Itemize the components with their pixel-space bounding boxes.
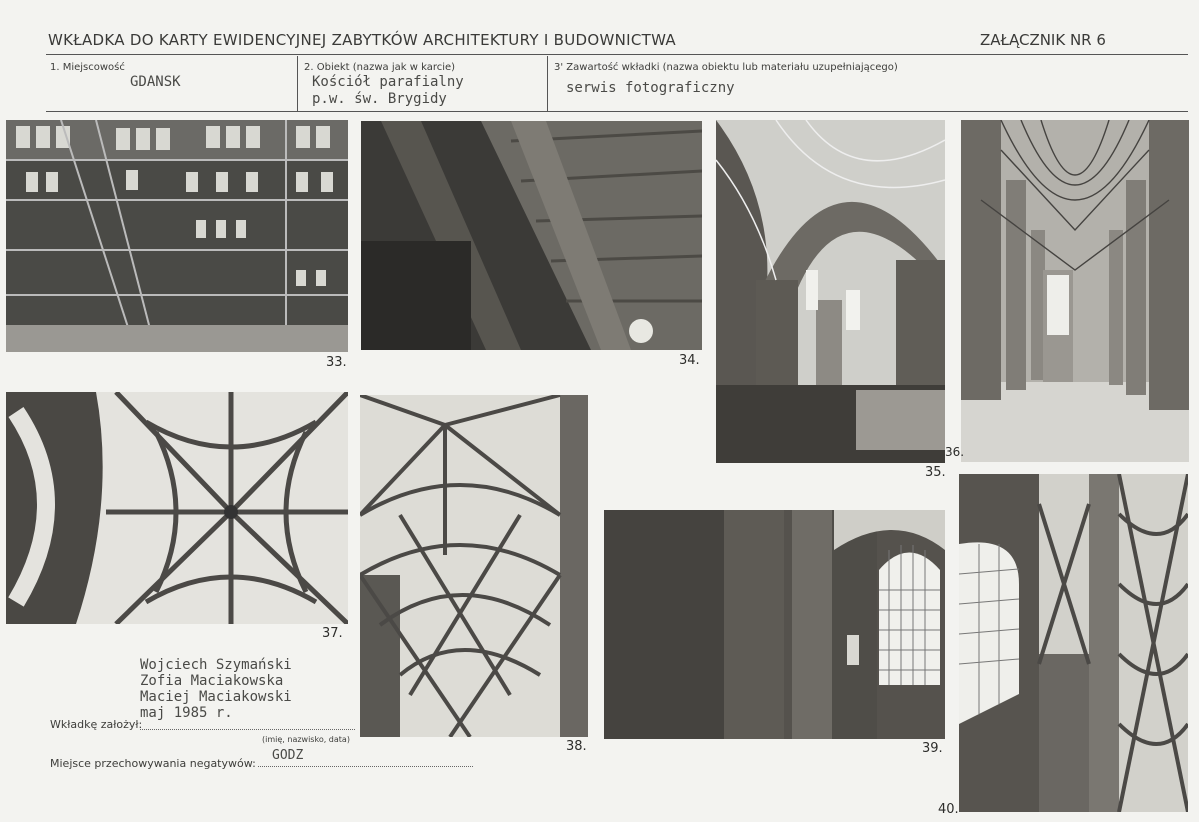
photo-34 [361,121,702,350]
photo-39 [604,510,945,739]
object-label: 2. Obiekt (nazwa jak w karcie) [304,62,456,73]
author-line-1: Wojciech Szymański [140,657,292,673]
founded-label: Wkładkę założył: [50,718,143,731]
founded-line [140,729,355,730]
photo-40 [959,474,1188,812]
contents-value: serwis fotograficzny [566,80,735,96]
photo-number-34: 34. [679,353,700,368]
photo-number-33: 33. [326,355,347,370]
photo-number-35: 35. [925,465,946,480]
field-divider-1 [297,56,298,111]
field-divider-2 [547,56,548,111]
object-value-line2: p.w. św. Brygidy [312,91,447,107]
photo-number-38: 38. [566,739,587,754]
storage-line [258,766,473,767]
author-line-4: maj 1985 r. [140,705,233,721]
photo-33 [6,120,348,352]
contents-label: 3' Zawartość wkładki (nazwa obiektu lub materiału uzupełniającego) [554,62,898,73]
annex-number: ZAŁĄCZNIK NR 6 [980,31,1106,49]
storage-label: Miejsce przechowywania negatywów: [50,757,256,770]
photo-36 [961,120,1189,462]
locality-label: 1. Miejscowość [50,62,125,73]
storage-value: GODZ [272,748,304,763]
locality-value: GDANSK [130,74,181,90]
photo-37 [6,392,348,624]
object-value-line1: Kościół parafialny [312,74,464,90]
author-line-3: Maciej Maciakowski [140,689,292,705]
photo-number-37: 37. [322,626,343,641]
photo-number-39: 39. [922,741,943,756]
photo-35 [716,120,945,463]
photo-38 [360,395,588,737]
author-line-2: Zofia Maciakowska [140,673,284,689]
founded-hint: (imię, nazwisko, data) [262,735,350,744]
fields-rule [46,111,1188,112]
document-title: WKŁADKA DO KARTY EWIDENCYJNEJ ZABYTKÓW ARCHITEKTURY I BUDOWNICTWA [48,31,676,49]
photo-number-40: 40. [938,802,959,817]
header-rule [46,54,1188,55]
photo-number-36: 36. [945,445,965,459]
